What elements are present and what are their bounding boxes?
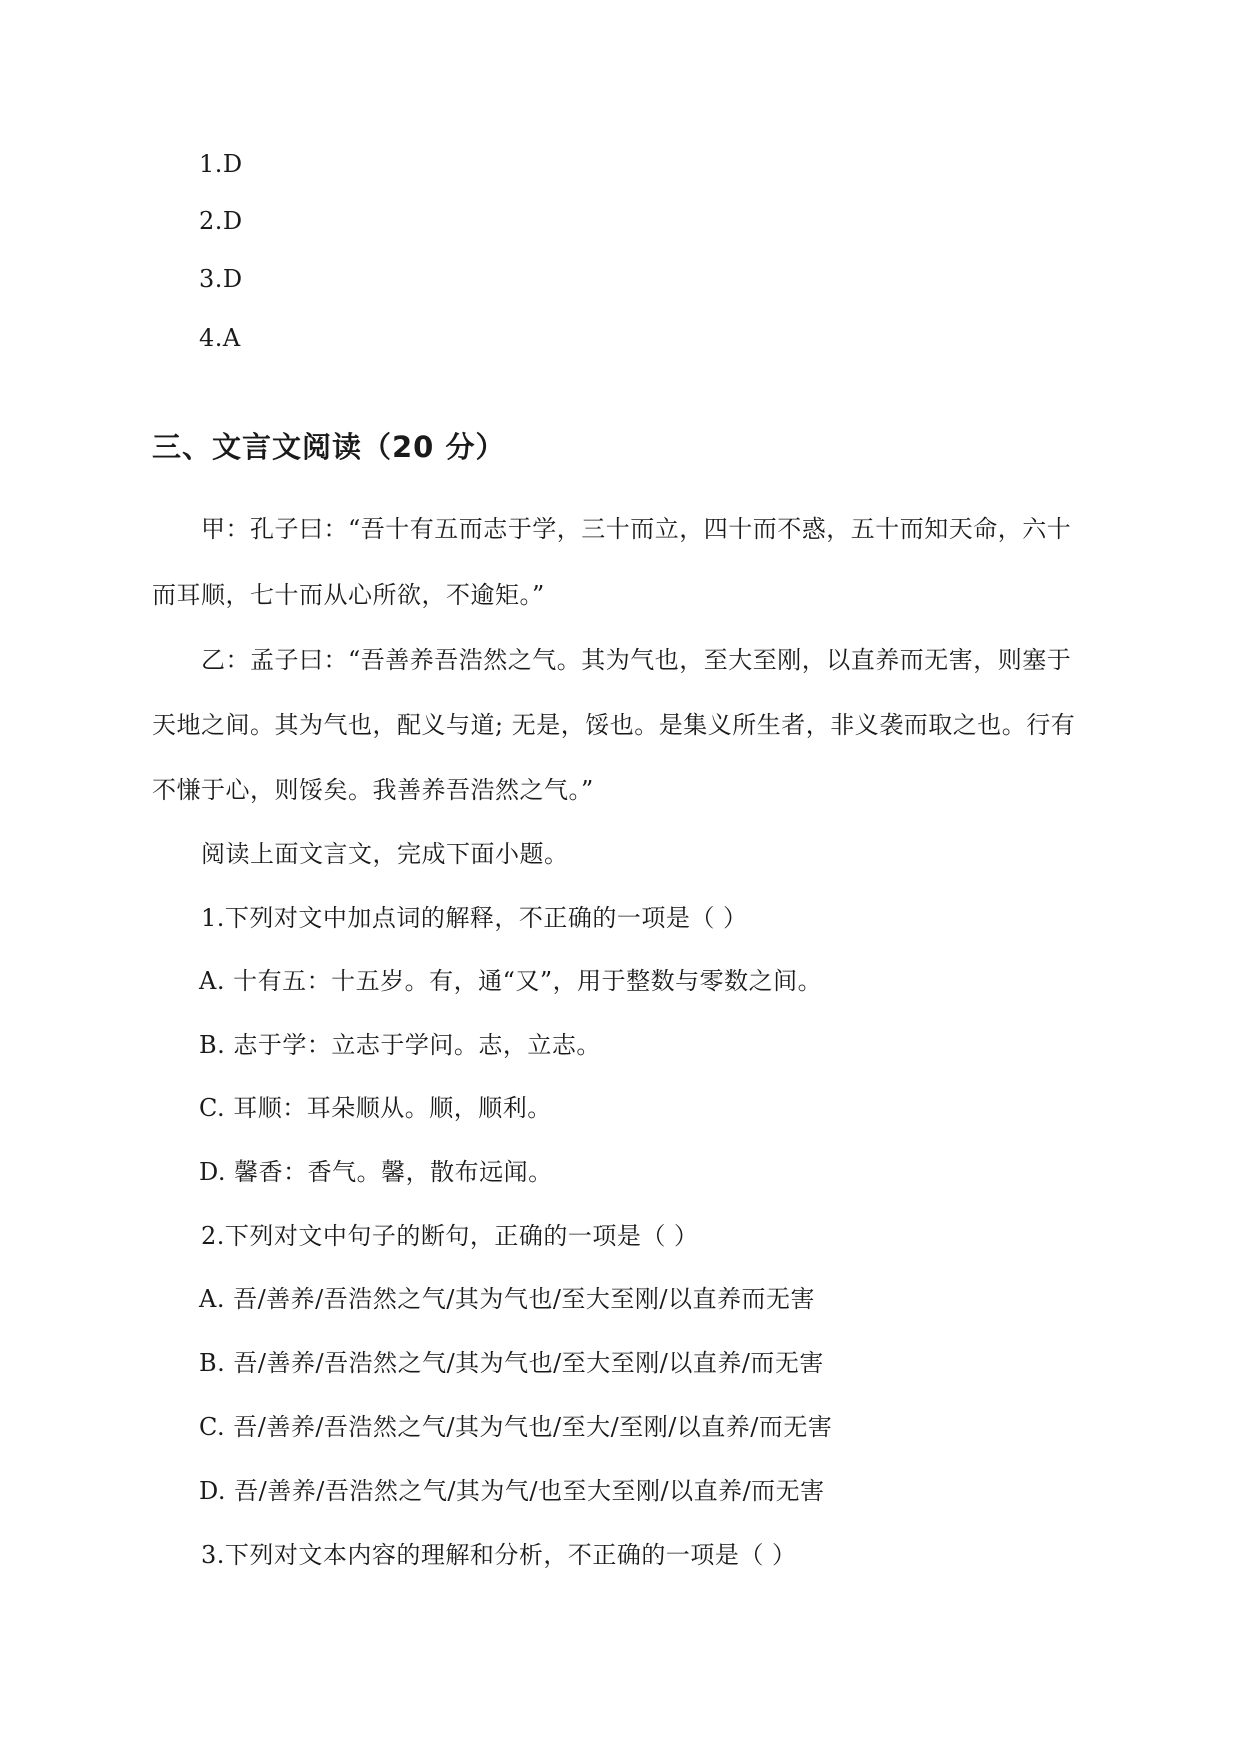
answer-4: 4.A [199, 324, 241, 352]
question-1-option-b: B. 志于学：立志于学问。志，立志。 [199, 1031, 601, 1059]
answer-2: 2.D [199, 207, 243, 235]
section-heading: 三、文言文阅读（20 分） [152, 430, 506, 464]
question-1-option-c: C. 耳顺：耳朵顺从。顺，顺利。 [199, 1094, 552, 1122]
question-2-option-a: A. 吾/善养/吾浩然之气/其为气也/至大至刚/以直养而无害 [199, 1285, 816, 1313]
question-2-option-b: B. 吾/善养/吾浩然之气/其为气也/至大至刚/以直养/而无害 [199, 1349, 824, 1377]
passage-jia-line-2: 而耳顺，七十而从心所欲，不逾矩。” [152, 581, 545, 609]
question-2-stem: 2.下列对文中句子的断句，正确的一项是（ ） [201, 1222, 699, 1250]
passage-yi-line-1: 乙：孟子曰：“吾善养吾浩然之气。其为气也，至大至刚，以直养而无害，则塞于 [201, 646, 1072, 674]
question-3-stem: 3.下列对文本内容的理解和分析，不正确的一项是（ ） [201, 1541, 797, 1569]
passage-yi-line-3: 不慊于心，则馁矣。我善养吾浩然之气。” [152, 776, 594, 804]
question-1-option-d: D. 馨香：香气。馨，散布远闻。 [199, 1158, 553, 1186]
instruction: 阅读上面文言文，完成下面小题。 [201, 840, 569, 868]
passage-yi-line-2: 天地之间。其为气也，配义与道; 无是，馁也。是集义所生者，非义袭而取之也。行有 [152, 711, 1076, 739]
question-2-option-d: D. 吾/善养/吾浩然之气/其为气/也至大至刚/以直养/而无害 [199, 1477, 825, 1505]
answer-3: 3.D [199, 265, 243, 293]
question-2-option-c: C. 吾/善养/吾浩然之气/其为气也/至大/至刚/以直养/而无害 [199, 1413, 833, 1441]
question-1-stem: 1.下列对文中加点词的解释，不正确的一项是（ ） [201, 904, 748, 932]
answer-1: 1.D [199, 150, 243, 178]
question-1-option-a: A. 十有五：十五岁。有，通“又”，用于整数与零数之间。 [199, 967, 823, 995]
passage-jia-line-1: 甲：孔子曰：“吾十有五而志于学，三十而立，四十而不惑，五十而知天命，六十 [201, 515, 1072, 543]
